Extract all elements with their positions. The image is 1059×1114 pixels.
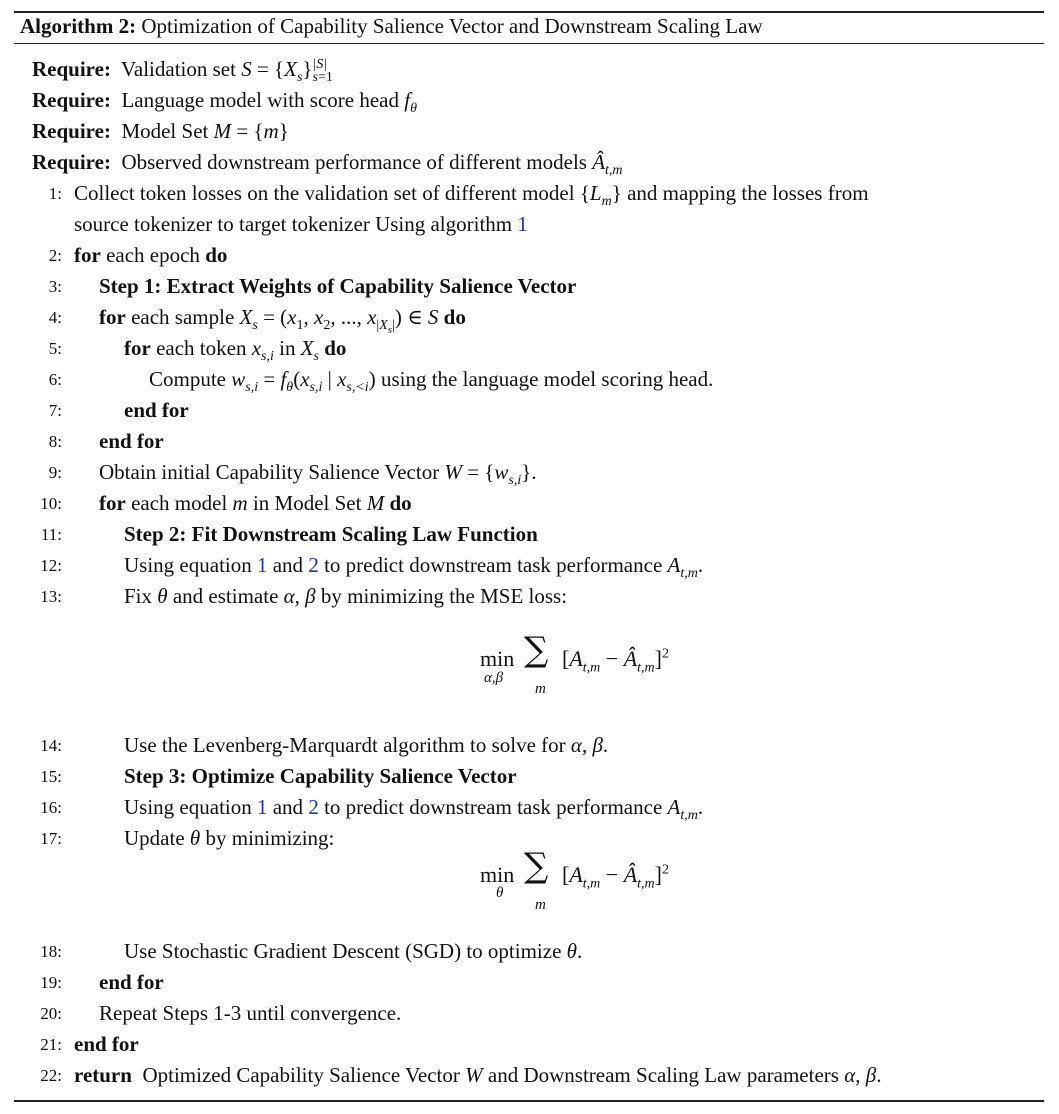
eq2-expression: [$A_{t,m}$ − $Â_{t,m}]^2$ — [562, 862, 669, 892]
eq2-min-subscript: θ — [496, 885, 504, 901]
algorithm-1-link[interactable]: 1 — [517, 212, 528, 236]
title-rule — [14, 43, 1044, 44]
eq1-sum-index: m — [535, 681, 546, 697]
eq2-sum-index: m — [535, 897, 546, 913]
eq1-min-subscript: α,β — [484, 670, 504, 686]
algorithm-title: Algorithm 2: Optimization of Capability Salience Vector and Downstream Scaling Law — [20, 14, 763, 38]
eq1-expression: [$A_{t,m}$ − $Â_{t,m}]^2$ — [562, 646, 669, 676]
equation-1-link[interactable]: 1 — [256, 553, 268, 577]
eq1-sum-symbol: ∑ — [524, 630, 549, 670]
top-rule — [14, 11, 1044, 13]
eq1-min: min — [480, 646, 515, 671]
eq2-sum-symbol: ∑ — [524, 846, 549, 886]
eq2-min: min — [480, 862, 515, 887]
equation-2-link[interactable]: 2 — [308, 553, 319, 577]
equation-1-link[interactable]: 1 — [256, 795, 268, 819]
equation-2-link[interactable]: 2 — [308, 795, 319, 819]
bottom-rule — [14, 1100, 1044, 1102]
